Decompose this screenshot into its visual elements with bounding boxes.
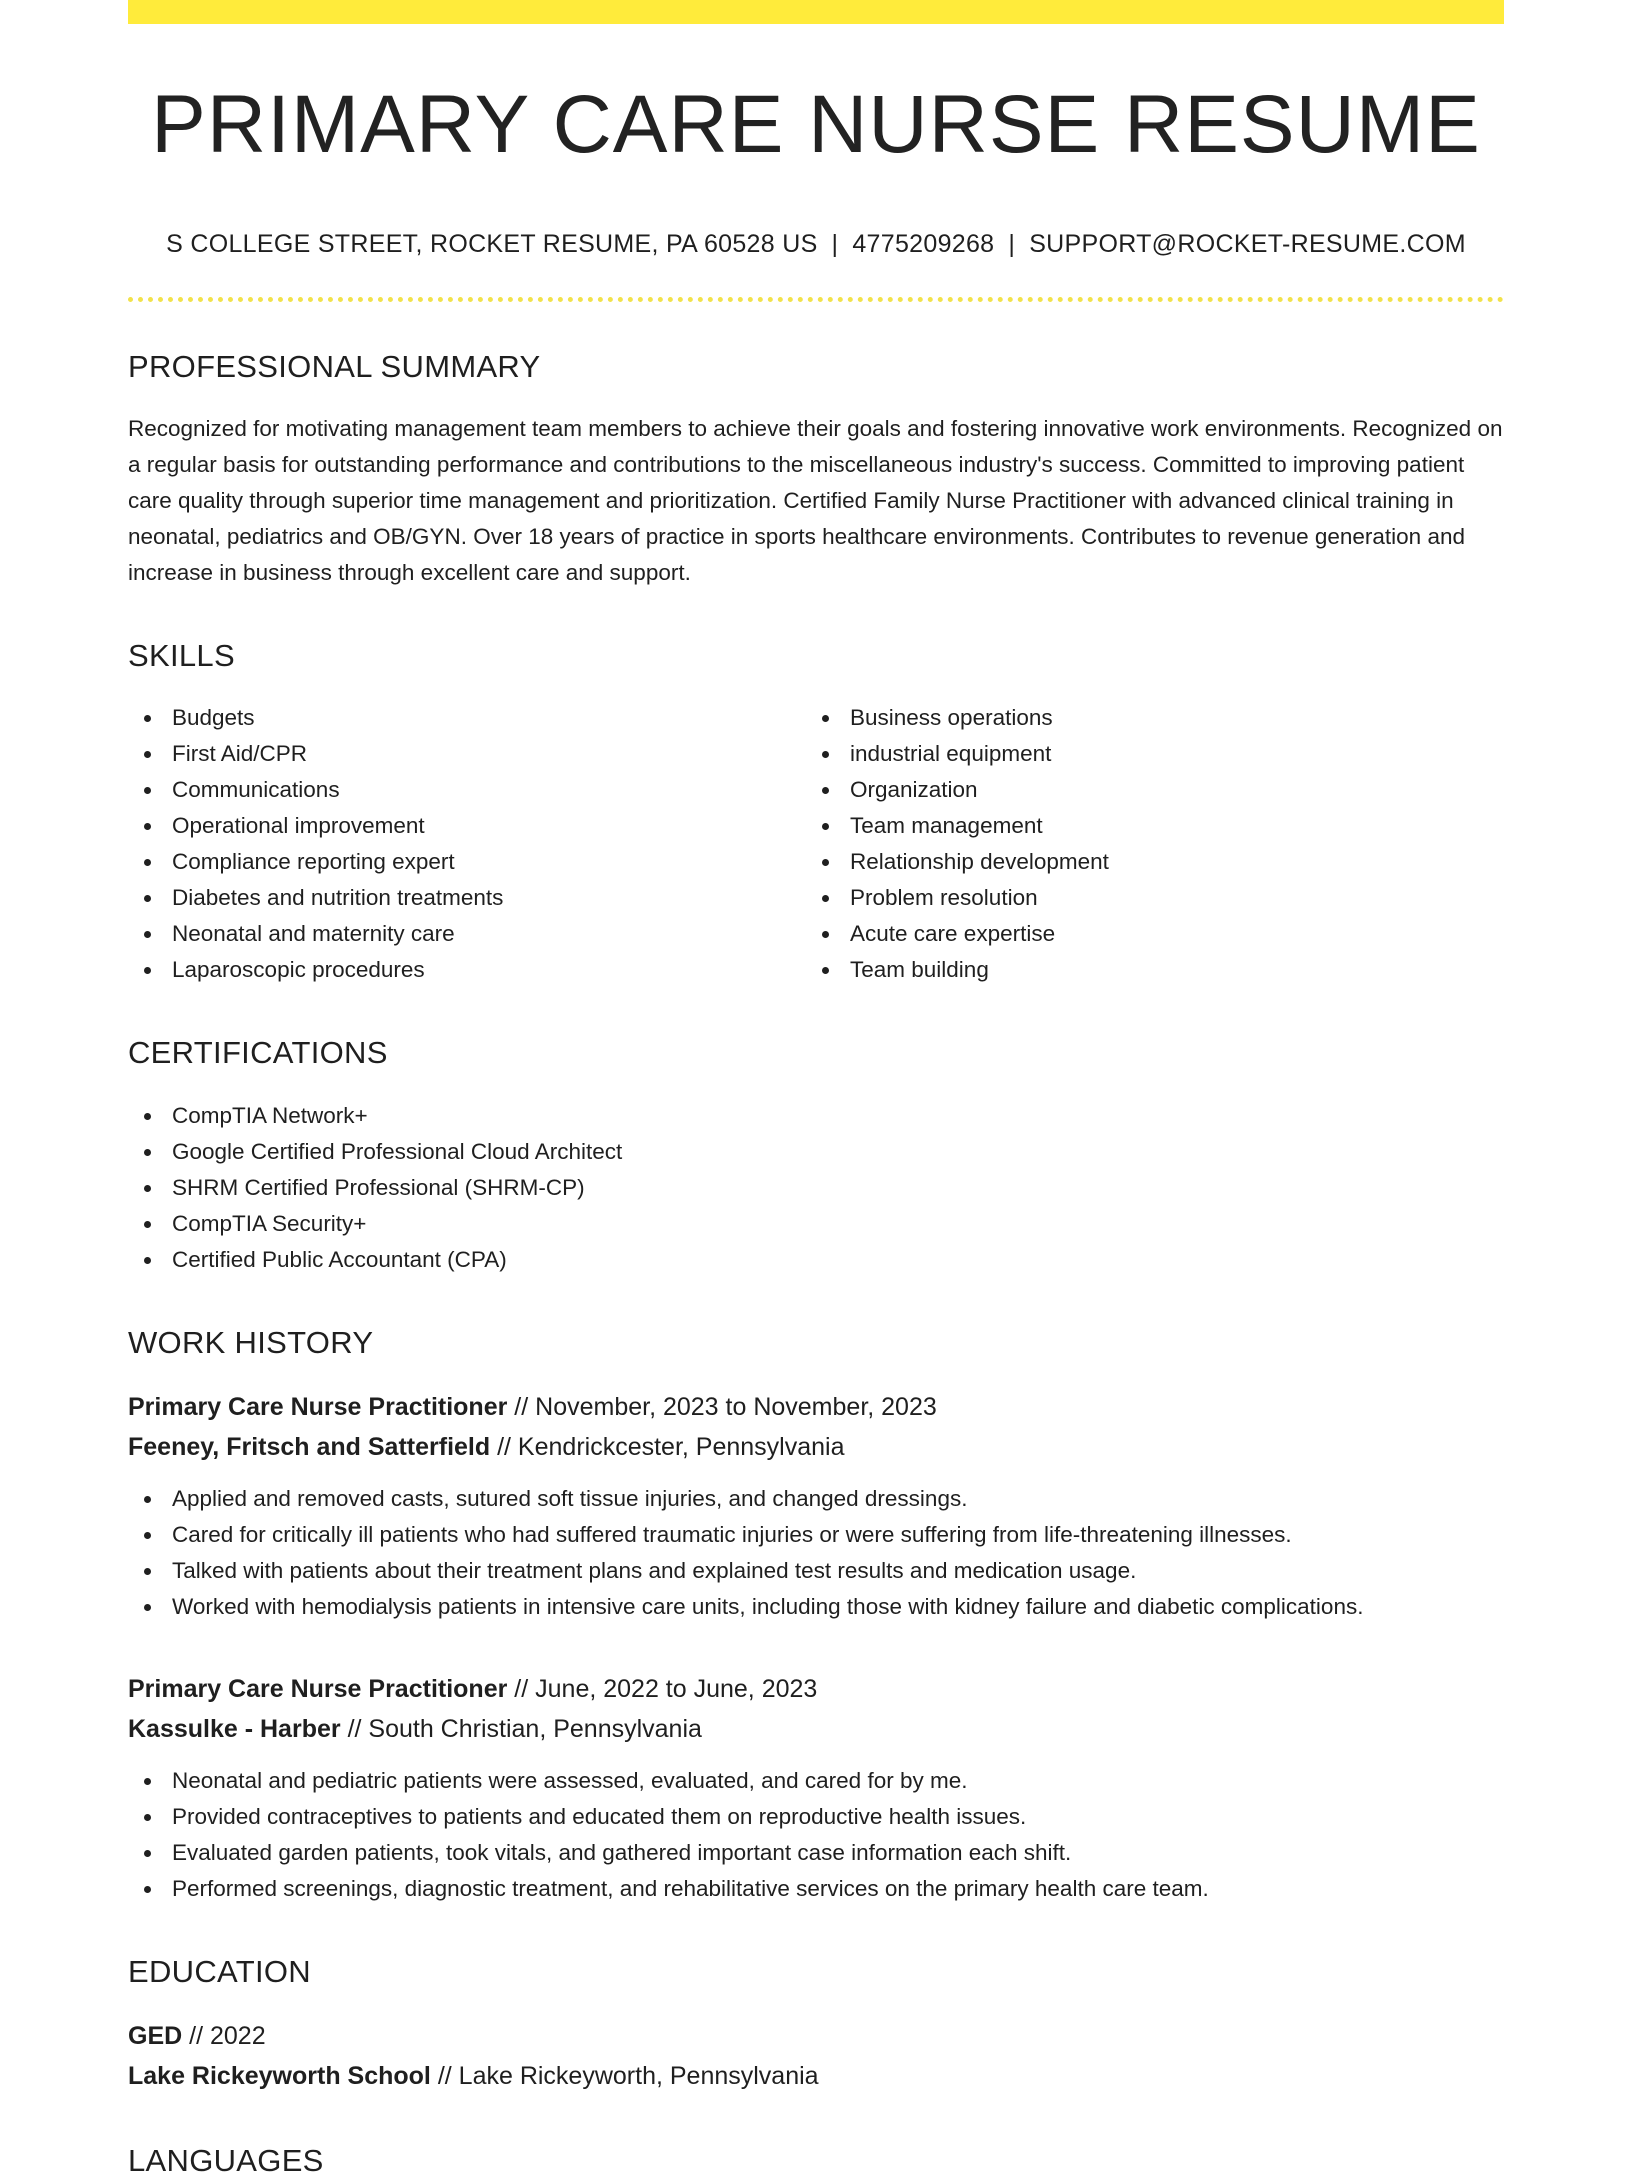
summary-heading: PROFESSIONAL SUMMARY [128, 349, 541, 384]
job-entry [128, 1669, 1504, 1907]
certification-item: Google Certified Professional Cloud Architect [128, 1134, 1504, 1170]
job-duty: Neonatal and pediatric patients were assessed, evaluated, and cared for by me. [128, 1763, 1504, 1799]
skill-item: Acute care expertise [806, 916, 1484, 952]
job-duties-list [128, 1481, 1504, 1625]
summary-text: Recognized for motivating management team members to achieve their goals and fostering innovative work environments. Recognized on a regular basis for outstanding performance and contributions to the miscellaneous industry's success. Committed to improving patient care quality through superior time management and prioritization. Certified Family Nurse Practitioner with advanced clinical training in neonatal, pediatrics and OB/GYN. Over 18 years of practice in sports healthcare environments. Contributes to revenue generation and increase in business through excellent care and support. [128, 416, 1503, 586]
job-title-line [128, 1669, 1504, 1709]
contact-phone: 4775209268 [852, 230, 995, 258]
skills-columns [128, 700, 1504, 988]
education-year: // 2022 [189, 2021, 266, 2050]
skill-item: Communications [128, 772, 806, 808]
skill-item: Problem resolution [806, 880, 1484, 916]
skill-item: Diabetes and nutrition treatments [128, 880, 806, 916]
skill-item: Budgets [128, 700, 806, 736]
education-degree-line [128, 2016, 1504, 2056]
job-duty: Applied and removed casts, sutured soft tissue injuries, and changed dressings. [128, 1481, 1504, 1517]
work-history-heading: WORK HISTORY [128, 1324, 374, 1360]
dotted-divider [128, 297, 1504, 302]
skill-item: Team management [806, 808, 1484, 844]
contact-address: S COLLEGE STREET, ROCKET RESUME, PA 60528 US [166, 230, 818, 258]
skill-item: industrial equipment [806, 736, 1484, 772]
job-entry [128, 1387, 1504, 1625]
education-school: Lake Rickeyworth School [128, 2061, 431, 2090]
job-dates: // November, 2023 to November, 2023 [514, 1392, 937, 1421]
skills-left-list [128, 700, 806, 988]
job-company: Feeney, Fritsch and Satterfield [128, 1432, 491, 1461]
skill-item: Organization [806, 772, 1484, 808]
education-location: // Lake Rickeyworth, Pennsylvania [437, 2061, 819, 2090]
certification-item: CompTIA Network+ [128, 1098, 1504, 1134]
certifications-heading: CERTIFICATIONS [128, 1035, 388, 1071]
contact-email: SUPPORT@ROCKET-RESUME.COM [1029, 230, 1466, 258]
education-heading: EDUCATION [128, 1953, 311, 1989]
education-school-line [128, 2056, 1504, 2096]
skills-heading: SKILLS [128, 638, 235, 674]
job-location: // South Christian, Pennsylvania [347, 1714, 702, 1743]
certifications-list [128, 1098, 1504, 1278]
job-duty: Provided contraceptives to patients and educated them on reproductive health issues. [128, 1799, 1504, 1835]
job-company: Kassulke - Harber [128, 1714, 341, 1743]
job-title: Primary Care Nurse Practitioner [128, 1392, 508, 1421]
contact-separator: | [831, 230, 839, 258]
job-dates: // June, 2022 to June, 2023 [514, 1674, 818, 1703]
certification-item: Certified Public Accountant (CPA) [128, 1242, 1504, 1278]
job-duty: Performed screenings, diagnostic treatment, and rehabilitative services on the primary health care team. [128, 1871, 1504, 1907]
job-duty: Cared for critically ill patients who had suffered traumatic injuries or were suffering from life-threatening illnesses. [128, 1517, 1504, 1553]
skill-item: Operational improvement [128, 808, 806, 844]
skill-item: Compliance reporting expert [128, 844, 806, 880]
education-entry [128, 2016, 1504, 2096]
languages-heading: LANGUAGES [128, 2142, 324, 2178]
skill-item: Business operations [806, 700, 1484, 736]
job-duties-list [128, 1763, 1504, 1907]
certification-item: SHRM Certified Professional (SHRM-CP) [128, 1170, 1504, 1206]
certification-item: CompTIA Security+ [128, 1206, 1504, 1242]
resume-title: PRIMARY CARE NURSE RESUME [151, 79, 1481, 170]
job-company-line [128, 1427, 1504, 1467]
job-duty: Talked with patients about their treatment plans and explained test results and medication usage. [128, 1553, 1504, 1589]
skill-item: Laparoscopic procedures [128, 952, 806, 988]
job-title: Primary Care Nurse Practitioner [128, 1674, 508, 1703]
resume-page [128, 0, 1504, 2179]
contact-line [128, 230, 1504, 259]
skill-item: First Aid/CPR [128, 736, 806, 772]
top-accent-bar [128, 0, 1504, 24]
skills-right-list [806, 700, 1484, 988]
skill-item: Neonatal and maternity care [128, 916, 806, 952]
skill-item: Relationship development [806, 844, 1484, 880]
education-degree: GED [128, 2021, 183, 2050]
contact-separator: | [1008, 230, 1016, 258]
job-location: // Kendrickcester, Pennsylvania [497, 1432, 845, 1461]
job-duty: Worked with hemodialysis patients in intensive care units, including those with kidney failure and diabetic complications. [128, 1589, 1504, 1625]
job-duty: Evaluated garden patients, took vitals, and gathered important case information each shift. [128, 1835, 1504, 1871]
skill-item: Team building [806, 952, 1484, 988]
job-company-line [128, 1709, 1504, 1749]
job-title-line [128, 1387, 1504, 1427]
